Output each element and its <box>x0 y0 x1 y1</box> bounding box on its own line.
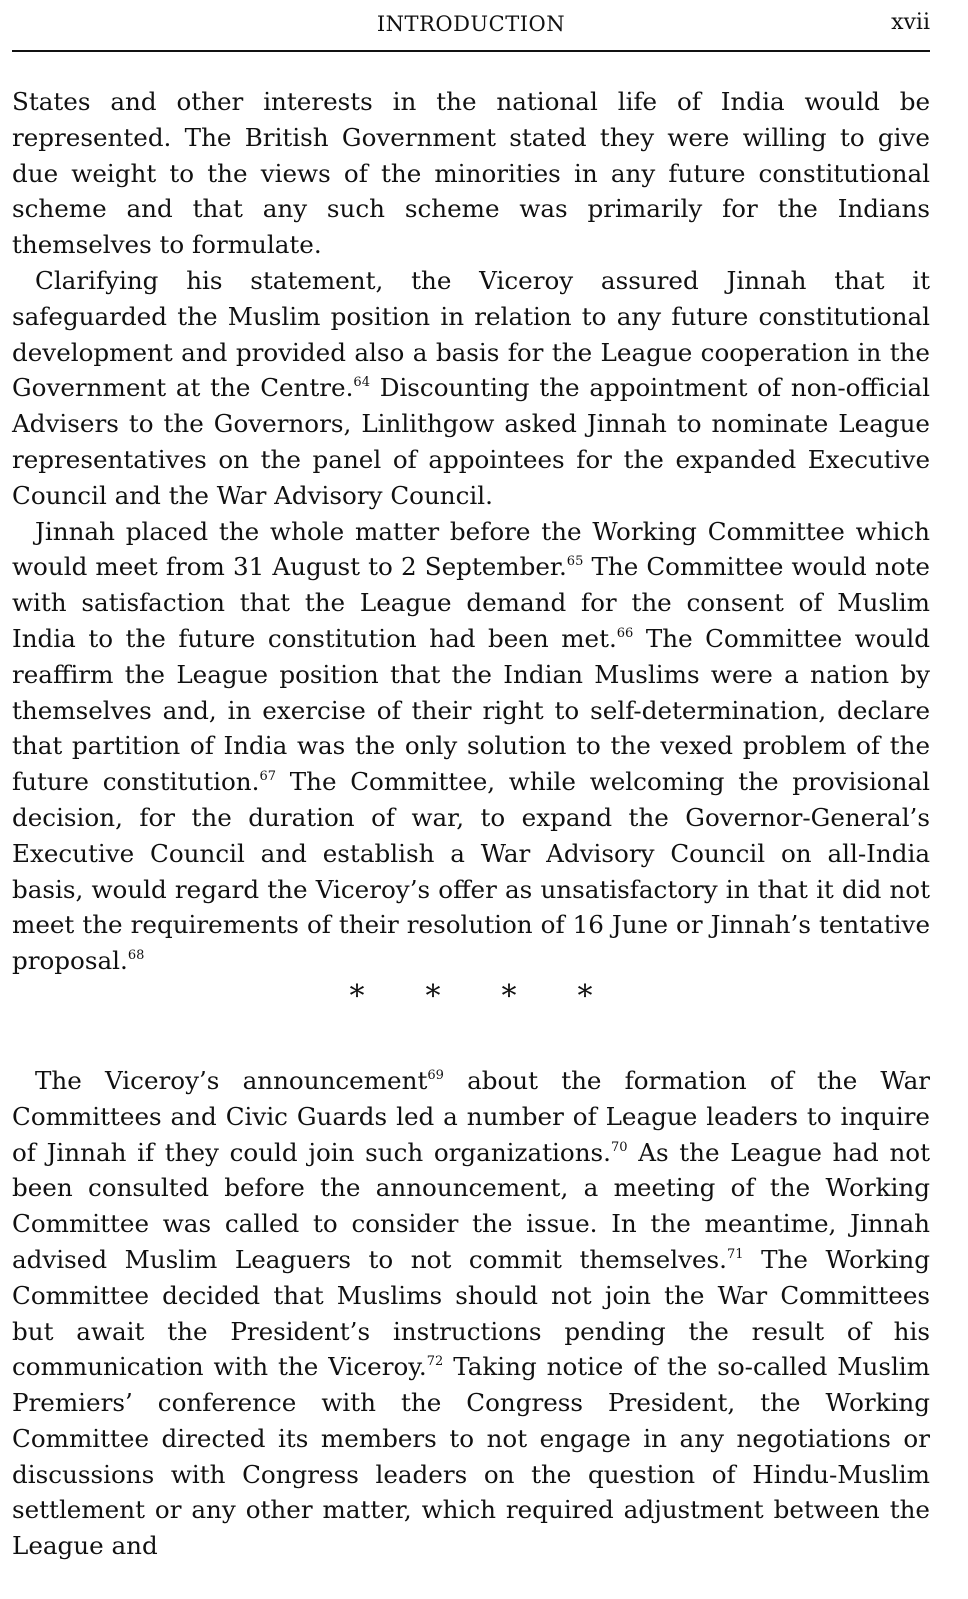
footnote-ref-65[interactable]: 65 <box>566 554 584 570</box>
page-number: xvii <box>891 10 930 35</box>
header-rule <box>12 50 930 52</box>
book-page <box>12 0 930 1564</box>
paragraph-text: about the formation of the War Committees and Civic Guards led a number of League leaders to inquire of Jinnah if they could join such organizations. <box>12 1065 930 1167</box>
paragraph-text: As the League had not been consulted before the announcement, a meeting of the Working Committee was called to consider the issue. In the meantime, Jinnah advised Muslim Leaguers to not commit themselves. <box>12 1137 930 1274</box>
section-break-mark: * <box>349 978 365 1014</box>
footnote-ref-67[interactable]: 67 <box>259 769 276 785</box>
paragraph-text: The Committee, while welcoming the provisional decision, for the duration of war, to expand the Governor-General’s Executive Council and establish a War Advisory Council on all-India basis, would regard the Viceroy’s offer as unsatisfactory in that it did not meet the requirements of their resolution of 16 June or Jinnah’s tentative proposal. <box>12 767 930 976</box>
paragraph-text: The Working Committee decided that Muslims should not join the War Committees but await the President’s instructions pending the result of his communication with the Viceroy. <box>12 1244 930 1382</box>
paragraph-1 <box>12 84 930 263</box>
section-break-mark: * <box>577 978 593 1014</box>
section-break-mark: * <box>501 978 517 1014</box>
footnote-ref-72[interactable]: 72 <box>426 1354 444 1370</box>
section-break <box>12 979 930 1063</box>
paragraph-text: States and other interests in the national life of India would be represented. The British Government stated they were willing to give due weight to the views of the minorities in any future constitutional scheme and that any such scheme was primarily for the Indians themselves to formulate. <box>12 87 930 260</box>
paragraph-text: The Viceroy’s announcement <box>35 1065 428 1095</box>
paragraph-4 <box>12 1063 930 1564</box>
running-head-title: INTRODUCTION <box>376 12 566 36</box>
paragraph-2 <box>12 263 930 514</box>
paragraph-text: Discounting the appointment of non-official Advisers to the Governors, Linlithgow asked Jinnah to nominate League representatives on the panel of appointees for the expanded Executive Council and the War Advisory Council. <box>12 373 930 510</box>
paragraph-text: Taking notice of the so-called Muslim Premiers’ conference with the Congress President, the Working Committee directed its members to not engage in any negotiations or discussions with Congress leaders on the question of Hindu-Muslim settlement or any other matter, which required adjustment between the League and <box>12 1352 930 1561</box>
running-head <box>12 0 930 52</box>
paragraph-text: Clarifying his statement, the Viceroy assured Jinnah that it safeguarded the Muslim position in relation to any future constitutional development and provided also a basis for the League cooperation in the Government at the Centre. <box>12 265 930 403</box>
footnote-ref-68[interactable]: 68 <box>127 948 145 964</box>
paragraph-3 <box>12 514 930 979</box>
footnote-ref-70[interactable]: 70 <box>611 1139 628 1155</box>
footnote-ref-64[interactable]: 64 <box>353 375 370 391</box>
footnote-ref-71[interactable]: 71 <box>726 1246 744 1262</box>
body-text <box>12 84 930 1564</box>
paragraph-text: The Committee would reaffirm the League position that the Indian Muslims were a nation by themselves and, in exercise of their right to self-determination, declare that partition of India was the only solution to the vexed problem of the future constitution. <box>12 623 930 797</box>
footnote-ref-69[interactable]: 69 <box>427 1067 444 1083</box>
section-break-mark: * <box>425 978 441 1014</box>
paragraph-text: Jinnah placed the whole matter before the Working Committee which would meet from 31 August to 2 September. <box>12 516 930 582</box>
paragraph-text: The Committee would note with satisfaction that the League demand for the consent of Muslim India to the future constitution had been met. <box>12 552 930 653</box>
footnote-ref-66[interactable]: 66 <box>616 625 634 641</box>
